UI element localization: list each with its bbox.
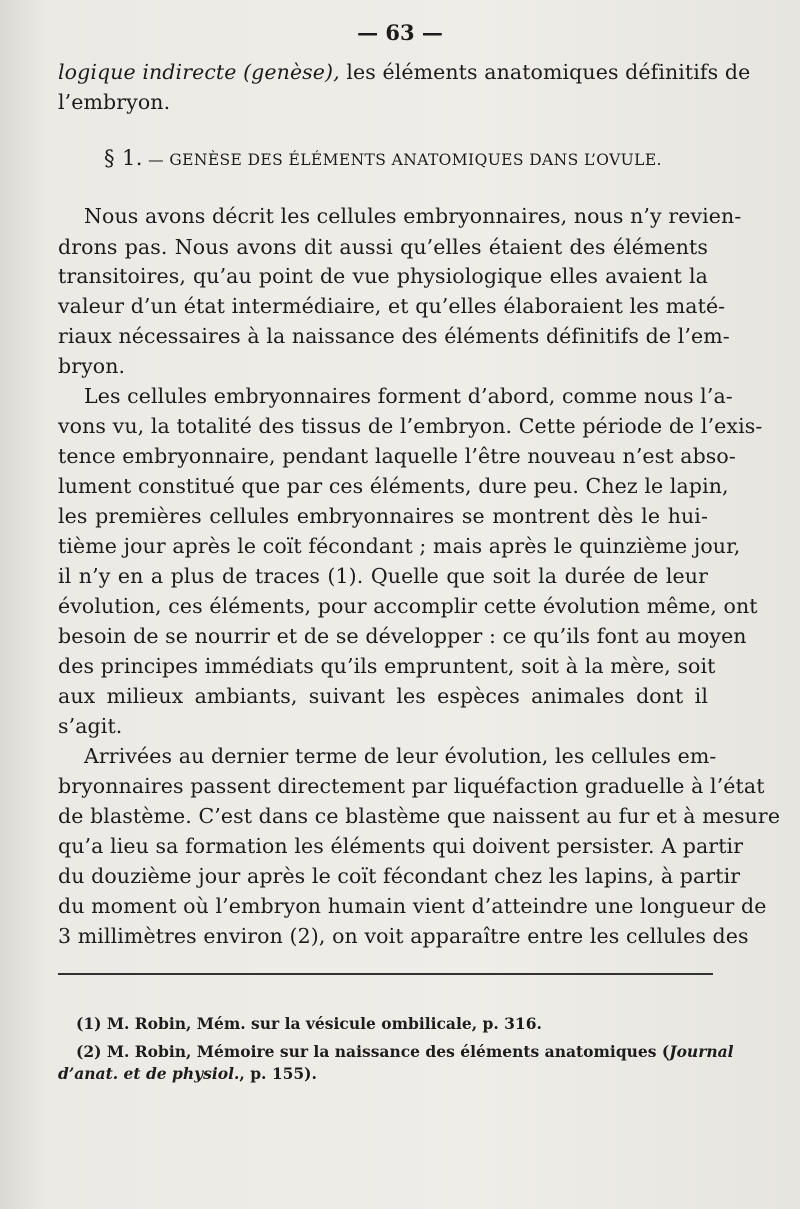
body-line: tième jour après le coït fécondant ; mais après le quinzième jour,: [58, 534, 741, 558]
body-line: du moment où l’embryon humain vient d’atteindre une longueur de: [58, 894, 767, 918]
body-line: besoin de se nourrir et de se développer : ce qu’ils font au moyen: [58, 624, 747, 648]
body-line: il n’y en a plus de traces (1). Quelle que soit la durée de leur: [58, 564, 708, 588]
intro-text-2: l’embryon.: [58, 90, 171, 114]
body-line: bryonnaires passent directement par liquéfaction graduelle à l’état: [58, 774, 765, 798]
body-line: transitoires, qu’au point de vue physiologique elles avaient la: [58, 264, 708, 288]
body-line: Arrivées au dernier terme de leur évolution, les cellules em-: [84, 744, 717, 768]
journal-title-cont: d’anat. et de physiol.: [58, 1064, 240, 1083]
intro-text: les éléments anatomiques définitifs de: [339, 60, 751, 84]
intro-italic: logique indirecte (genèse),: [58, 60, 340, 84]
footnote-2-cont: d’anat. et de physiol., p. 155).: [58, 1064, 317, 1083]
body-line: évolution, ces éléments, pour accomplir cette évolution même, ont: [58, 594, 758, 618]
footnote-2: (2) M. Robin, Mémoire sur la naissance des éléments anatomiques (Journal: [76, 1042, 734, 1061]
body-line: 3 millimètres environ (2), on voit apparaître entre les cellules des: [58, 924, 749, 948]
body-line: du douzième jour après le coït fécondant chez les lapins, à partir: [58, 864, 741, 888]
body-line: tence embryonnaire, pendant laquelle l’être nouveau n’est abso-: [58, 444, 736, 468]
page-number: — 63 —: [357, 20, 443, 45]
body-line: les premières cellules embryonnaires se montrent dès le hui-: [58, 504, 708, 528]
body-line: bryon.: [58, 354, 126, 378]
section-heading: [104, 146, 662, 170]
body-line: Les cellules embryonnaires forment d’abord, comme nous l’a-: [84, 384, 733, 408]
section-symbol: § 1.: [104, 146, 143, 170]
body-line: de blastème. C’est dans ce blastème que naissent au fur et à mesure: [58, 804, 781, 828]
body-line: qu’a lieu sa formation les éléments qui doivent persister. A partir: [58, 834, 744, 858]
intro-line-2: [58, 88, 170, 116]
body-line: Nous avons décrit les cellules embryonnaires, nous n’y revien-: [84, 204, 742, 228]
section-title: — GENÈSE DES ÉLÉMENTS ANATOMIQUES DANS L’OVULE.: [148, 151, 662, 169]
footnote-divider: [58, 973, 713, 975]
body-line: drons pas. Nous avons dit aussi qu’elles étaient des éléments: [58, 235, 708, 259]
intro-line-1: [58, 58, 751, 86]
body-line: valeur d’un état intermédiaire, et qu’elles élaboraient les maté-: [58, 294, 726, 318]
body-line: vons vu, la totalité des tissus de l’embryon. Cette période de l’exis-: [58, 414, 763, 438]
journal-title: Journal: [669, 1042, 734, 1061]
body-line: aux milieux ambiants, suivant les espèces animales dont il: [58, 684, 708, 708]
body-line: lument constitué que par ces éléments, dure peu. Chez le lapin,: [58, 474, 729, 498]
body-line: s’agit.: [58, 714, 123, 738]
footnote-1: (1) M. Robin, Mém. sur la vésicule ombilicale, p. 316.: [76, 1014, 542, 1033]
body-line: riaux nécessaires à la naissance des éléments définitifs de l’em-: [58, 324, 730, 348]
body-line: des principes immédiats qu’ils empruntent, soit à la mère, soit: [58, 654, 716, 678]
